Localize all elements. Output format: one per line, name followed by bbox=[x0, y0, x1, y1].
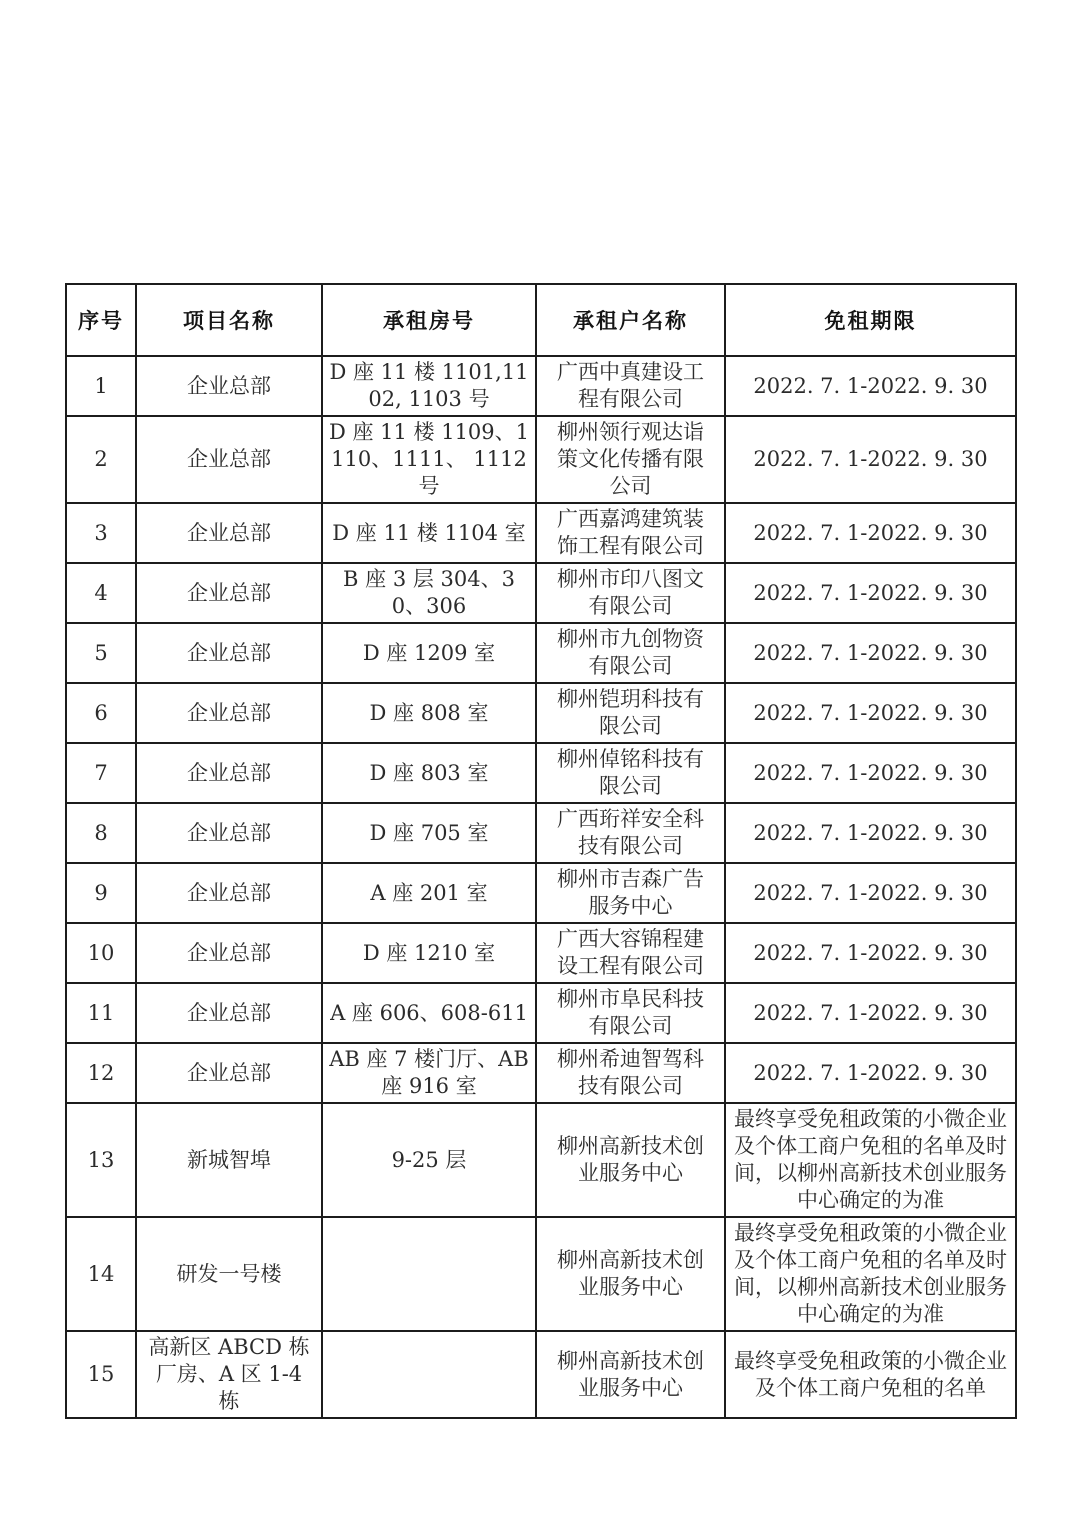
table-row-5 bbox=[66, 623, 1016, 683]
cell-room-number: D 座 11 楼 1109、1110、1111、 1112 号 bbox=[322, 416, 536, 503]
cell-tenant-name: 柳州领行观达诣策文化传播有限公司 bbox=[536, 416, 725, 503]
cell-project-name: 企业总部 bbox=[136, 356, 322, 416]
cell-room-number bbox=[322, 1331, 536, 1418]
cell-index: 7 bbox=[66, 743, 136, 803]
col-header-room-number: 承租房号 bbox=[322, 284, 536, 356]
cell-tenant-name: 柳州高新技术创业服务中心 bbox=[536, 1217, 725, 1331]
cell-index: 2 bbox=[66, 416, 136, 503]
cell-index: 4 bbox=[66, 563, 136, 623]
col-header-project-name: 项目名称 bbox=[136, 284, 322, 356]
cell-project-name: 企业总部 bbox=[136, 803, 322, 863]
cell-rent-free-period: 2022. 7. 1-2022. 9. 30 bbox=[725, 503, 1016, 563]
cell-room-number: D 座 1209 室 bbox=[322, 623, 536, 683]
cell-room-number bbox=[322, 1217, 536, 1331]
table-row-8 bbox=[66, 803, 1016, 863]
cell-room-number: D 座 803 室 bbox=[322, 743, 536, 803]
cell-index: 11 bbox=[66, 983, 136, 1043]
cell-index: 13 bbox=[66, 1103, 136, 1217]
cell-room-number: D 座 705 室 bbox=[322, 803, 536, 863]
cell-rent-free-period: 2022. 7. 1-2022. 9. 30 bbox=[725, 416, 1016, 503]
cell-project-name: 高新区 ABCD 栋厂房、A 区 1-4 栋 bbox=[136, 1331, 322, 1418]
cell-rent-free-period: 2022. 7. 1-2022. 9. 30 bbox=[725, 743, 1016, 803]
cell-project-name: 企业总部 bbox=[136, 503, 322, 563]
cell-rent-free-period: 2022. 7. 1-2022. 9. 30 bbox=[725, 623, 1016, 683]
cell-room-number: AB 座 7 楼门厅、AB 座 916 室 bbox=[322, 1043, 536, 1103]
cell-project-name: 企业总部 bbox=[136, 416, 322, 503]
cell-project-name: 企业总部 bbox=[136, 1043, 322, 1103]
cell-room-number: D 座 1210 室 bbox=[322, 923, 536, 983]
cell-index: 8 bbox=[66, 803, 136, 863]
cell-tenant-name: 柳州市印八图文有限公司 bbox=[536, 563, 725, 623]
col-header-tenant-name: 承租户名称 bbox=[536, 284, 725, 356]
cell-rent-free-period: 2022. 7. 1-2022. 9. 30 bbox=[725, 1043, 1016, 1103]
cell-tenant-name: 柳州铠玥科技有限公司 bbox=[536, 683, 725, 743]
cell-index: 10 bbox=[66, 923, 136, 983]
cell-rent-free-period: 最终享受免租政策的小微企业及个体工商户免租的名单 bbox=[725, 1331, 1016, 1418]
cell-room-number: D 座 11 楼 1104 室 bbox=[322, 503, 536, 563]
cell-index: 15 bbox=[66, 1331, 136, 1418]
cell-index: 1 bbox=[66, 356, 136, 416]
cell-tenant-name: 柳州市九创物资有限公司 bbox=[536, 623, 725, 683]
cell-project-name: 企业总部 bbox=[136, 743, 322, 803]
rent-free-table bbox=[65, 283, 1017, 1419]
cell-tenant-name: 柳州高新技术创业服务中心 bbox=[536, 1103, 725, 1217]
cell-tenant-name: 柳州高新技术创业服务中心 bbox=[536, 1331, 725, 1418]
table-row-12 bbox=[66, 1043, 1016, 1103]
table-row-1 bbox=[66, 356, 1016, 416]
cell-project-name: 研发一号楼 bbox=[136, 1217, 322, 1331]
table-row-13 bbox=[66, 1103, 1016, 1217]
cell-project-name: 企业总部 bbox=[136, 923, 322, 983]
table-row-15 bbox=[66, 1331, 1016, 1418]
cell-project-name: 企业总部 bbox=[136, 863, 322, 923]
table-row-10 bbox=[66, 923, 1016, 983]
cell-index: 9 bbox=[66, 863, 136, 923]
cell-index: 5 bbox=[66, 623, 136, 683]
cell-tenant-name: 柳州市吉森广告服务中心 bbox=[536, 863, 725, 923]
cell-rent-free-period: 2022. 7. 1-2022. 9. 30 bbox=[725, 803, 1016, 863]
cell-rent-free-period: 2022. 7. 1-2022. 9. 30 bbox=[725, 983, 1016, 1043]
table-row-9 bbox=[66, 863, 1016, 923]
cell-room-number: D 座 11 楼 1101,1102, 1103 号 bbox=[322, 356, 536, 416]
cell-rent-free-period: 2022. 7. 1-2022. 9. 30 bbox=[725, 563, 1016, 623]
cell-project-name: 企业总部 bbox=[136, 683, 322, 743]
cell-index: 3 bbox=[66, 503, 136, 563]
table-row-4 bbox=[66, 563, 1016, 623]
cell-tenant-name: 柳州希迪智驾科技有限公司 bbox=[536, 1043, 725, 1103]
cell-rent-free-period: 2022. 7. 1-2022. 9. 30 bbox=[725, 863, 1016, 923]
cell-tenant-name: 广西嘉鸿建筑装饰工程有限公司 bbox=[536, 503, 725, 563]
table-row-2 bbox=[66, 416, 1016, 503]
table-body bbox=[66, 356, 1016, 1418]
table-header-row bbox=[66, 284, 1016, 356]
cell-rent-free-period: 2022. 7. 1-2022. 9. 30 bbox=[725, 356, 1016, 416]
table-row-11 bbox=[66, 983, 1016, 1043]
col-header-index: 序号 bbox=[66, 284, 136, 356]
cell-room-number: 9-25 层 bbox=[322, 1103, 536, 1217]
cell-tenant-name: 广西大容锦程建设工程有限公司 bbox=[536, 923, 725, 983]
cell-room-number: A 座 606、608-611 bbox=[322, 983, 536, 1043]
cell-index: 6 bbox=[66, 683, 136, 743]
cell-tenant-name: 柳州倬铭科技有限公司 bbox=[536, 743, 725, 803]
cell-rent-free-period: 2022. 7. 1-2022. 9. 30 bbox=[725, 923, 1016, 983]
cell-project-name: 企业总部 bbox=[136, 563, 322, 623]
col-header-rent-free-period: 免租期限 bbox=[725, 284, 1016, 356]
cell-project-name: 新城智埠 bbox=[136, 1103, 322, 1217]
cell-rent-free-period: 2022. 7. 1-2022. 9. 30 bbox=[725, 683, 1016, 743]
cell-index: 12 bbox=[66, 1043, 136, 1103]
cell-room-number: B 座 3 层 304、30、306 bbox=[322, 563, 536, 623]
cell-project-name: 企业总部 bbox=[136, 623, 322, 683]
table-row-3 bbox=[66, 503, 1016, 563]
cell-tenant-name: 柳州市阜民科技有限公司 bbox=[536, 983, 725, 1043]
cell-tenant-name: 广西中真建设工程有限公司 bbox=[536, 356, 725, 416]
table-row-14 bbox=[66, 1217, 1016, 1331]
table-row-7 bbox=[66, 743, 1016, 803]
cell-rent-free-period: 最终享受免租政策的小微企业及个体工商户免租的名单及时间，以柳州高新技术创业服务中心确定的为准 bbox=[725, 1103, 1016, 1217]
cell-rent-free-period: 最终享受免租政策的小微企业及个体工商户免租的名单及时间，以柳州高新技术创业服务中心确定的为准 bbox=[725, 1217, 1016, 1331]
cell-project-name: 企业总部 bbox=[136, 983, 322, 1043]
cell-room-number: A 座 201 室 bbox=[322, 863, 536, 923]
cell-room-number: D 座 808 室 bbox=[322, 683, 536, 743]
cell-tenant-name: 广西珩祥安全科技有限公司 bbox=[536, 803, 725, 863]
table-row-6 bbox=[66, 683, 1016, 743]
cell-index: 14 bbox=[66, 1217, 136, 1331]
